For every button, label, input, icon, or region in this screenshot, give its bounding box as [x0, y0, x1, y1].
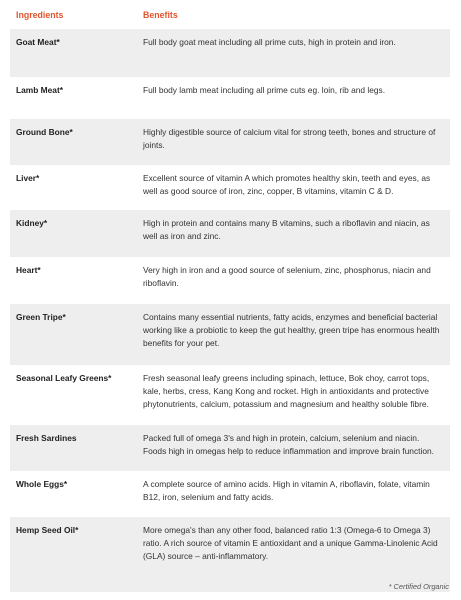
benefit-cell: High in protein and contains many B vitamins, such a riboflavin and niacin, as well as iron and zinc. — [143, 218, 430, 242]
benefit-cell: More omega's than any other food, balanced ratio 1:3 (Omega-6 to Omega 3) ratio. A rich source of vitamin E antioxidant and a unique Gamma-Linolenic Acid (GLA) source – anti-inflammatory. — [143, 525, 438, 562]
table-row — [10, 165, 450, 210]
benefit-cell: Highly digestible source of calcium vital for strong teeth, bones and structure of joints. — [143, 127, 436, 151]
benefit-cell: Full body lamb meat including all prime cuts eg. loin, rib and legs. — [143, 85, 386, 95]
ingredients-table — [10, 0, 450, 592]
benefit-cell: Fresh seasonal leafy greens including spinach, lettuce, Bok choy, carrot tops, kale, herbs, cress, Kang Kong and rocket. High in antioxidants and protective phytonutrients, calcium, potassium and magnesium and healthy soluble fibre. — [143, 373, 430, 410]
benefit-cell: Excellent source of vitamin A which promotes healthy skin, teeth and eyes, as well as good source of iron, zinc, copper, B vitamins, vitamin C & D. — [143, 173, 431, 197]
benefit-cell: Full body goat meat including all prime cuts, high in protein and iron. — [143, 37, 396, 47]
ingredient-cell: Fresh Sardines — [16, 433, 77, 443]
benefit-cell: Very high in iron and a good source of selenium, zinc, phosphorus, niacin and riboflavin. — [143, 265, 431, 289]
table-row — [10, 517, 450, 592]
table-row — [10, 304, 450, 365]
ingredient-cell: Kidney* — [16, 218, 48, 228]
table-row — [10, 365, 450, 425]
benefit-cell: Packed full of omega 3's and high in protein, calcium, selenium and niacin. Foods high in omegas help to reduce inflammation and improve brain function. — [143, 433, 434, 457]
table-row — [10, 210, 450, 257]
ingredient-cell: Liver* — [16, 173, 40, 183]
ingredient-cell: Ground Bone* — [16, 127, 73, 137]
table-header — [10, 0, 450, 29]
benefit-cell: A complete source of amino acids. High in vitamin A, riboflavin, folate, vitamin B12, iron, selenium and fatty acids. — [143, 479, 430, 503]
ingredient-cell: Hemp Seed Oil* — [16, 525, 79, 535]
table-row — [10, 257, 450, 304]
ingredient-cell: Goat Meat* — [16, 37, 60, 47]
ingredient-cell: Seasonal Leafy Greens* — [16, 373, 112, 383]
ingredient-cell: Green Tripe* — [16, 312, 66, 322]
ingredient-cell: Whole Eggs* — [16, 479, 68, 489]
header-benefits: Benefits — [143, 9, 178, 20]
ingredient-cell: Lamb Meat* — [16, 85, 64, 95]
benefit-cell: Contains many essential nutrients, fatty acids, enzymes and beneficial bacterial working like a probiotic to keep the gut healthy, green tripe has enormous health benefits for your pet. — [143, 312, 440, 349]
ingredient-cell: Heart* — [16, 265, 41, 275]
header-ingredients: Ingredients — [16, 9, 64, 20]
table-row — [10, 119, 450, 165]
table-row — [10, 471, 450, 517]
table-row — [10, 425, 450, 471]
footnote-certified-organic: * Certified Organic — [388, 582, 449, 591]
table-row — [10, 29, 450, 77]
table-row — [10, 77, 450, 119]
